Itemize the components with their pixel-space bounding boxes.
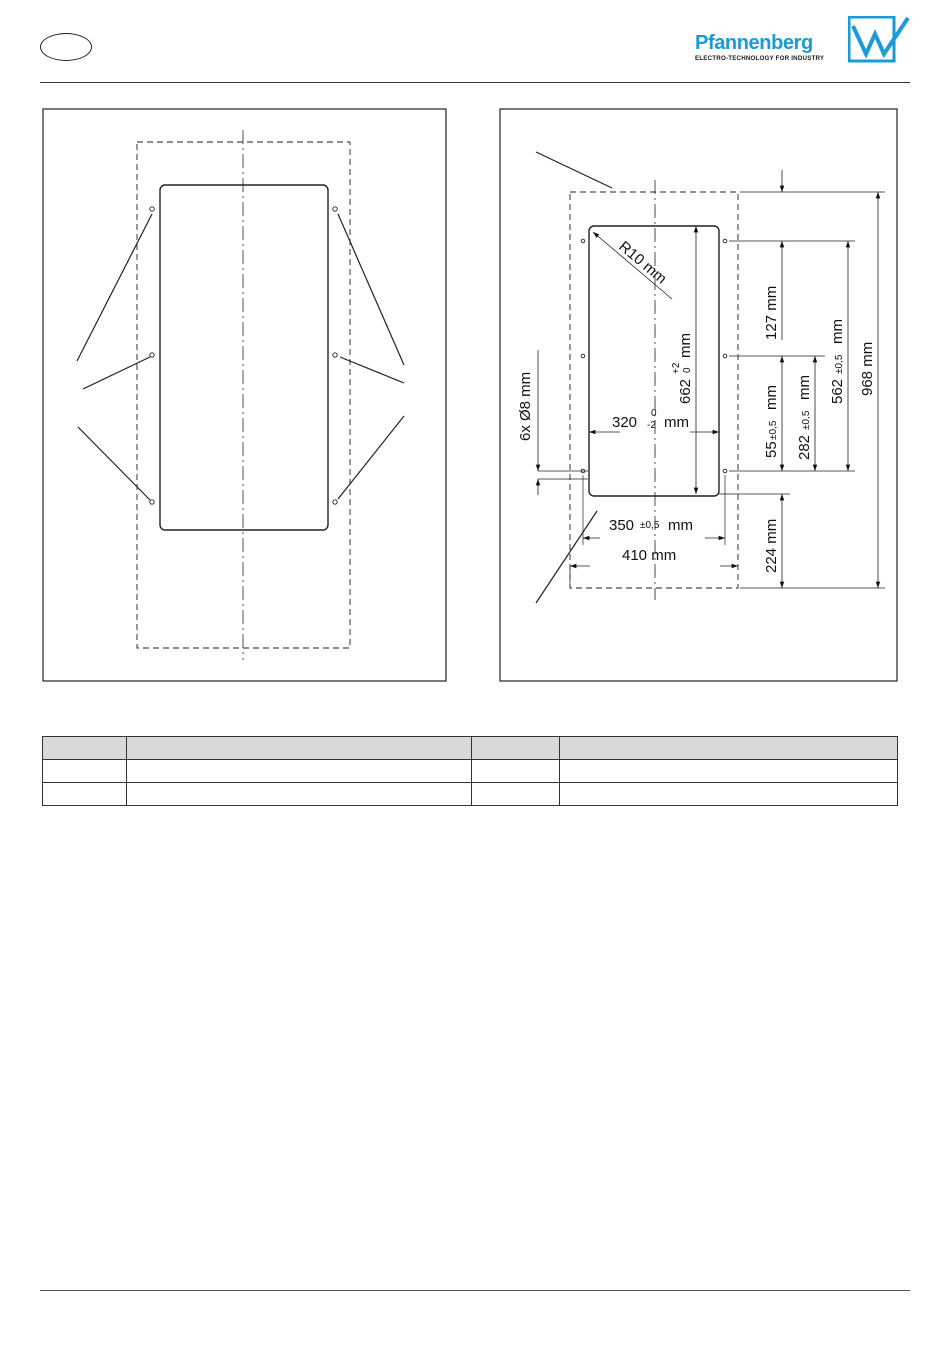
- table-cell: [560, 783, 898, 806]
- svg-text:mm: mm: [829, 319, 846, 344]
- front-view-drawing: [43, 109, 446, 681]
- hole-spacing-label: [829, 319, 846, 404]
- svg-text:+2: +2: [671, 362, 682, 374]
- svg-text:-2: -2: [647, 420, 656, 431]
- holes-label: 6x Ø8 mm: [517, 371, 534, 441]
- svg-text:±0,5: ±0,5: [834, 354, 845, 374]
- svg-text:662: 662: [677, 378, 694, 404]
- svg-text:282: 282: [796, 434, 813, 460]
- footer-divider: [40, 1290, 910, 1291]
- svg-text:±0,5: ±0,5: [768, 420, 779, 440]
- bottom-hole-label: [763, 385, 780, 458]
- svg-text:mm: mm: [664, 414, 689, 431]
- svg-text:±0,5: ±0,5: [801, 410, 812, 430]
- mid-hole-label: [796, 375, 813, 460]
- cutout-height-label: [671, 333, 694, 404]
- svg-text:55: 55: [763, 441, 780, 458]
- svg-text:±0,5: ±0,5: [640, 520, 660, 531]
- table-header-row: [43, 737, 898, 760]
- svg-text:0: 0: [651, 408, 657, 419]
- svg-text:562: 562: [829, 378, 846, 404]
- total-height-label: 968 mm: [859, 341, 876, 396]
- table-cell: [472, 783, 560, 806]
- spec-table: [42, 736, 898, 806]
- bottom-offset-label: 224 mm: [763, 518, 780, 573]
- svg-text:mm: mm: [668, 517, 693, 534]
- top-offset-label: 127 mm: [763, 285, 780, 340]
- table-cell: [560, 760, 898, 783]
- brand-tagline: ELECTRO-TECHNOLOGY FOR INDUSTRY: [695, 55, 825, 62]
- svg-text:mm: mm: [677, 333, 694, 358]
- table-header-cell: [43, 737, 127, 760]
- svg-text:0: 0: [682, 367, 693, 373]
- svg-text:350: 350: [609, 517, 635, 534]
- radius-label: R10 mm: [615, 238, 670, 288]
- hole-width-label: [609, 517, 693, 534]
- svg-text:mm: mm: [796, 375, 813, 400]
- table-header-cell: [560, 737, 898, 760]
- brand-name: Pfannenberg: [695, 32, 813, 54]
- table-cell: [43, 783, 127, 806]
- table-row: [43, 783, 898, 806]
- cutout-width-label: [612, 408, 689, 431]
- table-cell: [43, 760, 127, 783]
- table-header-cell: [472, 737, 560, 760]
- table-cell: [472, 760, 560, 783]
- table-header-cell: [127, 737, 472, 760]
- table-row: [43, 760, 898, 783]
- table-cell: [127, 760, 472, 783]
- svg-text:mm: mm: [763, 385, 780, 410]
- total-width-label: 410 mm: [622, 547, 677, 564]
- svg-text:320: 320: [612, 414, 638, 431]
- table-cell: [127, 783, 472, 806]
